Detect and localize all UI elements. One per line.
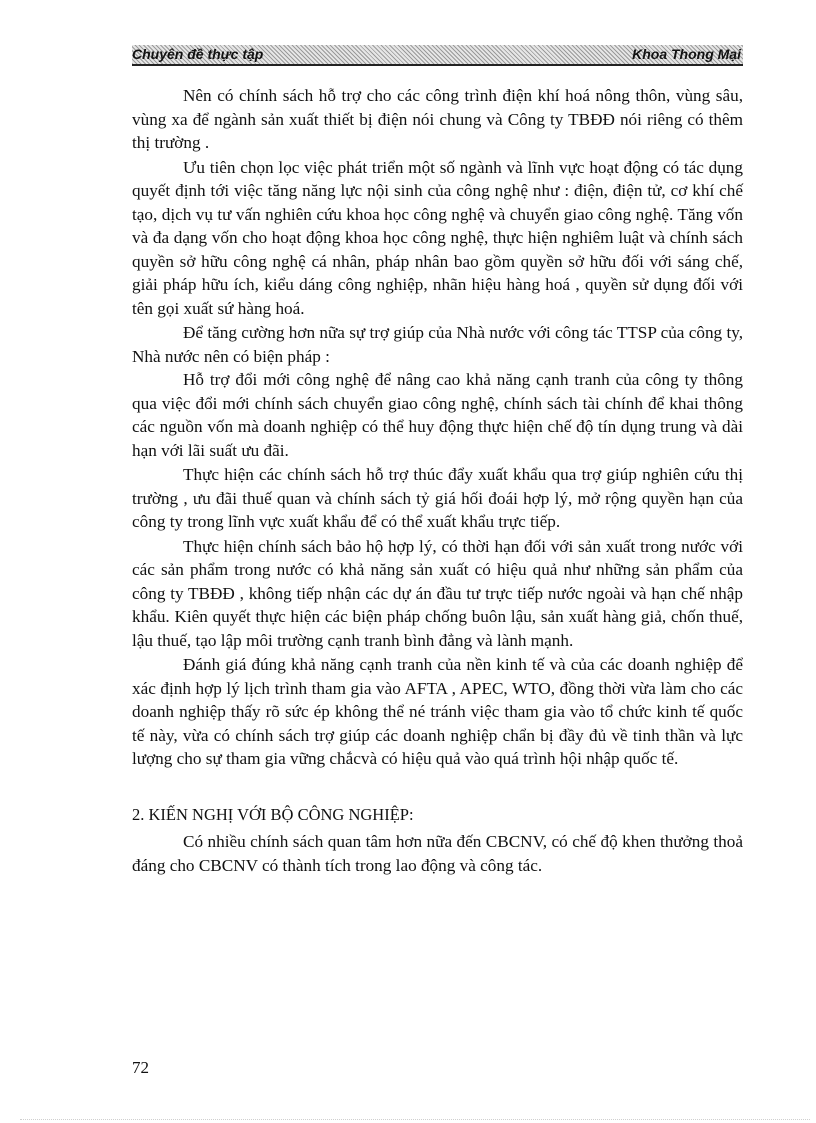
paragraph-integration-assessment: Đánh giá đúng khả năng cạnh tranh của nền kinh tế và của các doanh nghiệp để xác định hợp lý lịch trình tham gia vào AFTA , APEC, WTO, đồng thời vừa làm cho các doanh nghiệp thấy rõ sức ép không thể né tránh việc tham gia vào tổ chức kinh tế quốc tế này, vừa có chính sách trợ giúp các doanh nghiệp chẩn bị đầy đủ về tinh thần và lực lượng cho sự tham gia vững chắcvà có hiệu quả vào quá trình hội nhập quốc tế.	[132, 655, 743, 768]
paragraph-state-support-intro: Để tăng cường hơn nữa sự trợ giúp của Nhà nước với công tác TTSP của công ty, Nhà nước nên có biện pháp :	[132, 323, 743, 366]
header-document-title: Chuyên đề thực tập	[132, 46, 264, 62]
paragraph-rural-electrification: Nên có chính sách hỗ trợ cho các công trình điện khí hoá nông thôn, vùng sâu, vùng xa để ngành sản xuất thiết bị điện nói chung và Công ty TBĐĐ nói riêng có thêm thị trường .	[132, 86, 743, 152]
paragraph-technology-priority: Ưu tiên chọn lọc việc phát triển một số ngành và lĩnh vực hoạt động có tác dụng quyết định tới việc tăng năng lực nội sinh của công nghệ như : điện, điện tử, cơ khí chế tạo, dịch vụ tư vấn nghiên cứu khoa học công nghệ và chuyển giao công nghệ. Tăng vốn và đa dạng vốn cho hoạt động khoa học công nghệ, thực hiện nghiêm luật và chính sách quyền sở hữu công nghệ cá nhân, pháp nhân bao gồm quyền sở hữu đối với sáng chế, giải pháp hữu ích, kiểu dáng công nghiệp, nhãn hiệu hàng hoá , quyền sử dụng đối với tên gọi xuất sứ hàng hoá.	[132, 157, 743, 318]
page-number: 72	[132, 1058, 149, 1077]
page-body	[132, 84, 743, 877]
paragraph-staff-welfare: Có nhiều chính sách quan tâm hơn nữa đến CBCNV, có chế độ khen thưởng thoả đáng cho CBCNV có thành tích trong lao động và công tác.	[132, 832, 743, 875]
section-heading-ministry: 2. KIẾN NGHỊ VỚI BỘ CÔNG NGHIỆP:	[132, 804, 414, 824]
paragraph-protection-policy: Thực hiện chính sách bảo hộ hợp lý, có thời hạn đối với sản xuất trong nước với các sản phẩm trong nước có khả năng sản xuất có hiệu quả như những sản phẩm của công ty TBĐĐ , không tiếp nhận các dự án đầu tư trực tiếp nước ngoài và hạn chế nhập khẩu. Kiên quyết thực hiện các biện pháp chống buôn lậu, sản xuất hàng giả, chốn thuế, lậu thuế, tạo lập môi trường cạnh tranh bình đẳng và lành mạnh.	[132, 536, 743, 650]
footer-divider	[20, 1119, 810, 1121]
paragraph-innovation-support: Hỗ trợ đổi mới công nghệ để nâng cao khả năng cạnh tranh của công ty thông qua việc đổi mới chính sách chuyển giao công nghệ, chính sách tài chính để khai thông các nguồn vốn mà doanh nghiệp có thể huy động thực hiện chế độ tín dụng trung và dài hạn với lãi suất ưu đãi.	[132, 370, 743, 460]
page-header	[132, 45, 743, 66]
paragraph-export-promotion: Thực hiện các chính sách hỗ trợ thúc đẩy xuất khẩu qua trợ giúp nghiên cứu thị trường , ưu đãi thuế quan và chính sách tỷ giá hối đoái hợp lý, mở rộng quyền hạn của công ty trong lĩnh vực xuất khẩu để có thể xuất khẩu trực tiếp.	[132, 465, 743, 531]
header-faculty-name: Khoa Thong Mại	[632, 46, 741, 62]
